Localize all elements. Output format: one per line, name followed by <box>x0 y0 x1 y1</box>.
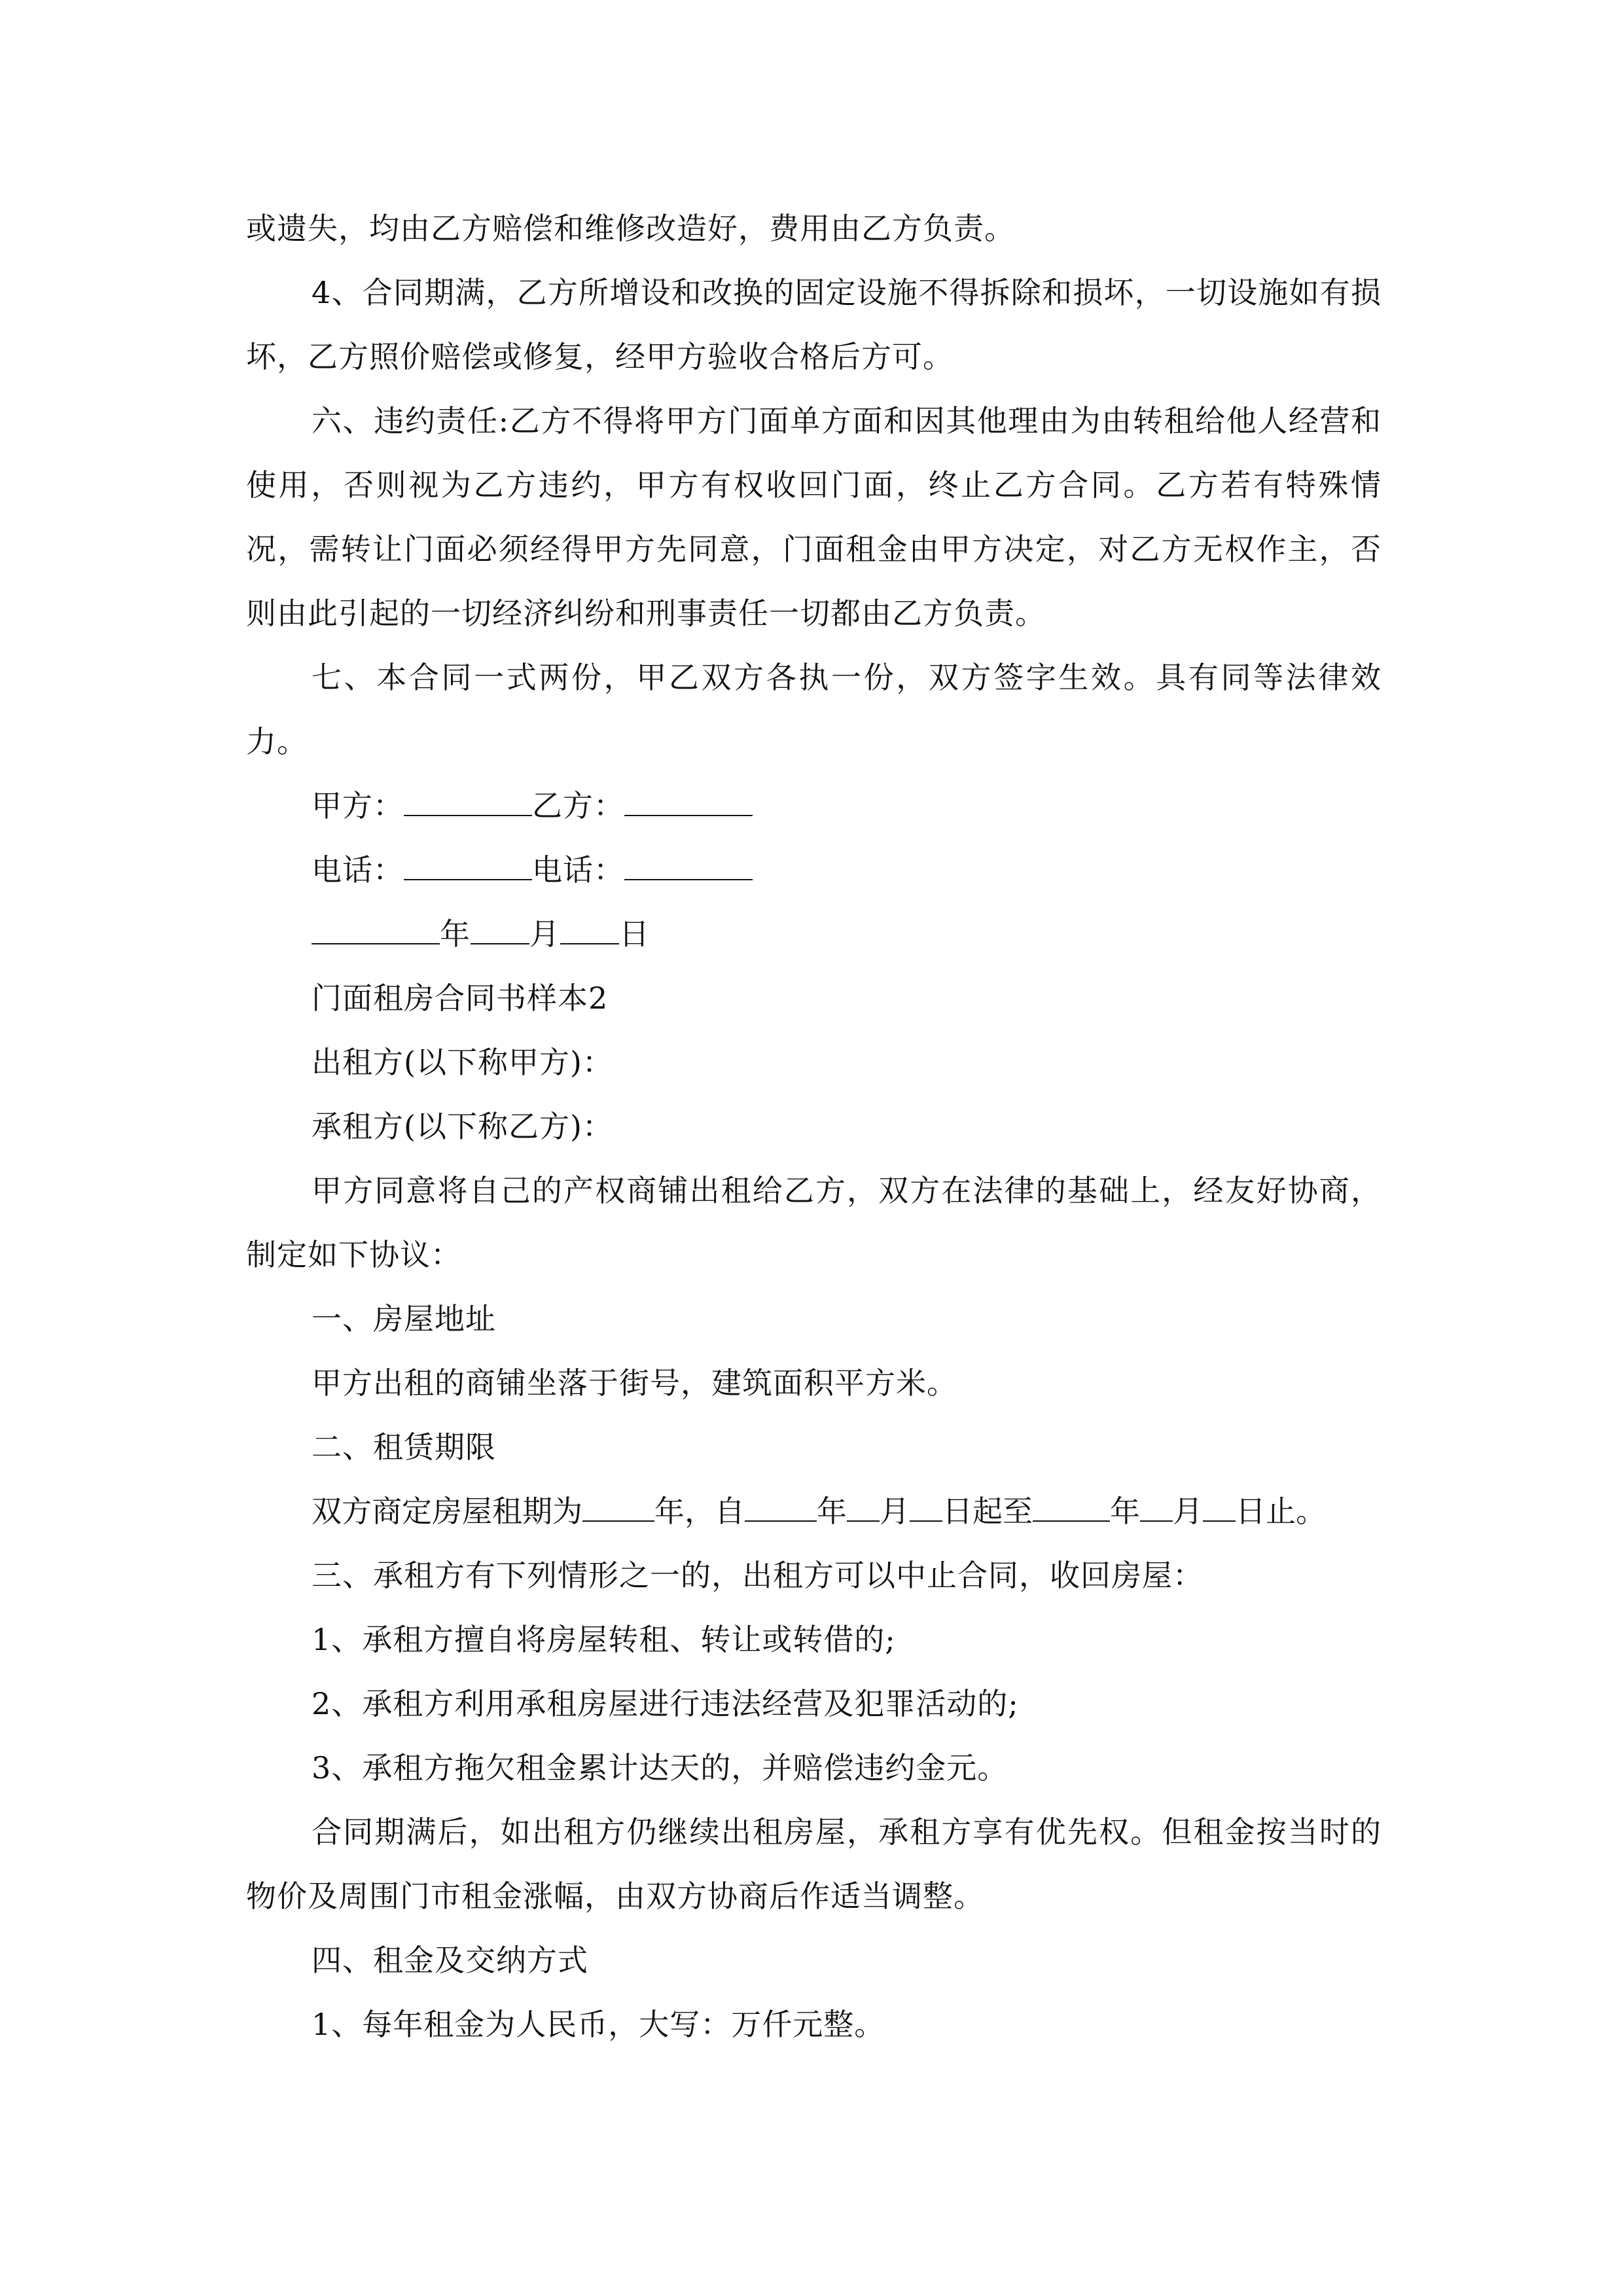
paragraph-breach-liability: 六、违约责任:乙方不得将甲方门面单方面和因其他理由为由转租给他人经营和使用，否则视为乙方违约，甲方有权收回门面，终止乙方合同。乙方若有特殊情况，需转让门面必须经得甲方先同意，门面租金由甲方决定，对乙方无权作主，否则由此引起的一切经济纠纷和刑事责任一切都由乙方负责。 <box>246 403 1382 631</box>
agreement-intro: 甲方同意将自己的产权商铺出租给乙方，双方在法律的基础上，经友好协商，制定如下协议： <box>246 1173 1382 1272</box>
section-1-text: 甲方出租的商铺坐落于街号，建筑面积平方米。 <box>312 1365 957 1401</box>
section-3-item-3: 3、承租方拖欠租金累计达天的，并赔偿违约金元。 <box>312 1750 1008 1785</box>
sample-2-title: 门面租房合同书样本2 <box>312 980 609 1016</box>
lease-term-line <box>246 1479 1382 1543</box>
lessee-line: 承租方(以下称乙方)： <box>312 1109 613 1144</box>
phone-a-label: 电话： <box>312 852 404 888</box>
phone-b-label: 电话： <box>532 852 624 888</box>
paragraph-damage-liability: 或遗失，均由乙方赔偿和维修改造好，费用由乙方负责。 <box>246 211 1015 246</box>
document-body <box>246 196 1382 2056</box>
day-blank <box>560 917 619 944</box>
party-a-label: 甲方： <box>312 788 404 823</box>
signature-line <box>246 774 1382 838</box>
phone-b-blank <box>624 853 753 880</box>
month-label: 月 <box>529 916 560 952</box>
paragraph-copies-clause: 七、本合同一式两份，甲乙双方各执一份，双方签字生效。具有同等法律效力。 <box>246 660 1382 759</box>
section-4-title: 四、租金及交纳方式 <box>312 1943 588 1978</box>
lease-term-text-a: 双方商定房屋租期为 <box>312 1494 582 1529</box>
paragraph-clause-4: 4、合同期满，乙方所增设和改换的固定设施不得拆除和损坏，一切设施如有损坏，乙方照价赔偿或修复，经甲方验收合格后方可。 <box>246 275 1382 374</box>
start-month-blank <box>847 1494 880 1522</box>
end-month-blank <box>1140 1494 1173 1522</box>
phone-line <box>246 838 1382 902</box>
month-blank <box>471 917 529 944</box>
party-a-blank <box>404 789 532 816</box>
lease-term-text-e: 日起至 <box>942 1494 1033 1529</box>
end-day-blank <box>1203 1494 1236 1522</box>
start-day-blank <box>910 1494 942 1522</box>
section-3-item-2: 2、承租方利用承租房屋进行违法经营及犯罪活动的; <box>312 1686 1019 1721</box>
end-year-blank <box>1033 1494 1110 1522</box>
section-4-item-1: 1、每年租金为人民币，大写：万仟元整。 <box>312 2007 885 2042</box>
day-label: 日 <box>619 916 650 952</box>
start-year-blank <box>745 1494 817 1522</box>
year-blank <box>312 917 440 944</box>
lessor-line: 出租方(以下称甲方)： <box>312 1045 613 1080</box>
date-line <box>246 902 1382 966</box>
section-3-item-1: 1、承租方擅自将房屋转租、转让或转借的; <box>312 1622 896 1657</box>
lease-term-text-b: 年，自 <box>654 1494 745 1529</box>
section-3-title: 三、承租方有下列情形之一的，出租方可以中止合同，收回房屋： <box>312 1558 1204 1593</box>
phone-a-blank <box>404 853 532 880</box>
lease-term-text-h: 日止。 <box>1236 1494 1326 1529</box>
party-b-blank <box>624 789 753 816</box>
lease-term-text-f: 年 <box>1110 1494 1140 1529</box>
lease-term-text-d: 月 <box>880 1494 910 1529</box>
lease-term-text-g: 月 <box>1173 1494 1203 1529</box>
section-1-title: 一、房屋地址 <box>312 1301 496 1336</box>
year-label: 年 <box>440 916 471 952</box>
term-years-blank <box>582 1494 654 1522</box>
section-3-after: 合同期满后，如出租方仍继续出租房屋，承租方享有优先权。但租金按当时的物价及周围门市租金涨幅，由双方协商后作适当调整。 <box>246 1814 1382 1914</box>
party-b-label: 乙方： <box>532 788 624 823</box>
lease-term-text-c: 年 <box>817 1494 847 1529</box>
section-2-title: 二、租赁期限 <box>312 1429 496 1465</box>
